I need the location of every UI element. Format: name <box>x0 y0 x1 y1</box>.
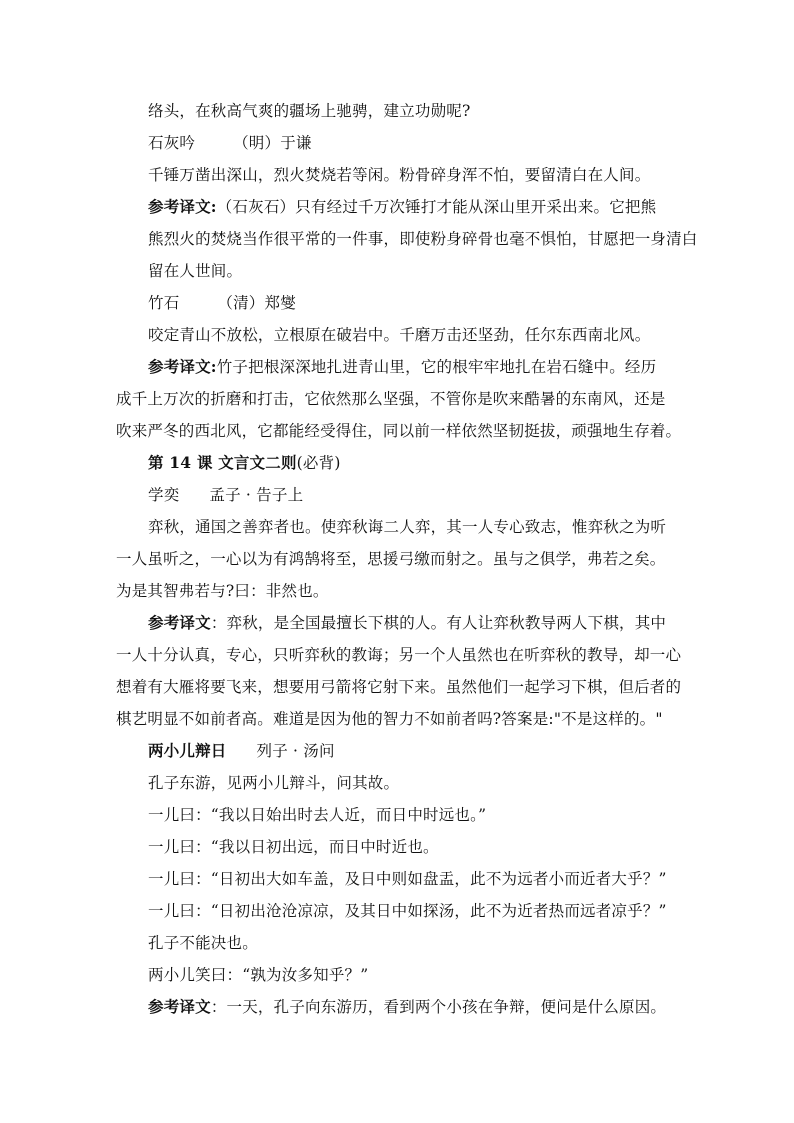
classical-text: 孔子不能决也。 <box>148 934 258 952</box>
classical-text: 孔子东游，见两小儿辩斗，问其故。 <box>148 774 400 792</box>
translation-line <box>148 997 666 1017</box>
translation-text: ：弈秋，是全国最擅长下棋的人。有人让弈秋教导两人下棋，其中 <box>210 614 667 632</box>
text-source: 列子 · 汤问 <box>256 742 335 760</box>
poem-author: （明）于谦 <box>233 134 312 152</box>
translation-text: ：一天，孔子向东游历，看到两个小孩在争辩，便问是什么原因。 <box>210 998 667 1016</box>
translation-label: 参考译文 <box>148 997 211 1016</box>
poem-title: 石灰吟 <box>148 134 196 152</box>
translation-line <box>148 197 656 217</box>
classical-text: 为是其智弗若与?曰：非然也。 <box>116 582 329 600</box>
poem-text: 千锤万凿出深山，烈火焚烧若等闲。粉骨碎身浑不怕，要留清白在人间。 <box>148 166 651 184</box>
classical-text: 一儿曰：“我以日始出时去人近，而日中时远也。” <box>148 806 487 824</box>
poem-heading <box>148 293 296 313</box>
text-source: 孟子 · 告子上 <box>209 486 304 504</box>
poem-title: 竹石 <box>148 294 180 312</box>
classical-text: 一儿曰：“我以日初出远，而日中时近也。 <box>148 838 439 856</box>
text-line: 一人十分认真，专心，只听弈秋的教诲；另一个人虽然也在听弈秋的教导，却一心 <box>116 646 682 664</box>
text-line: 熊烈火的焚烧当作很平常的一件事，即使粉身碎骨也毫不惧怕，甘愿把一身清白 <box>148 230 698 248</box>
lesson-title: 第 14 课 文言文二则 <box>148 453 297 472</box>
translation-line <box>148 613 666 633</box>
translation-line <box>148 357 656 377</box>
text-line: 吹来严冬的西北风，它都能经受得住，同以前一样依然坚韧挺拔，顽强地生存着。 <box>116 422 682 440</box>
lesson-note: (必背) <box>296 454 341 472</box>
poem-heading <box>148 133 312 153</box>
text-line: 棋艺明显不如前者高。难道是因为他的智力不如前者吗?答案是:"不是这样的。" <box>116 710 663 728</box>
classical-text: 两小儿笑曰：“孰为汝多知乎？” <box>148 966 369 984</box>
text-title: 学奕 <box>148 486 180 504</box>
classical-text: 一儿曰：“日初出沧沧凉凉，及其日中如探汤，此不为近者热而远者凉乎？” <box>148 902 667 920</box>
classical-text: 一人虽听之，一心以为有鸿鹄将至，思援弓缴而射之。虽与之俱学，弗若之矣。 <box>116 550 666 568</box>
translation-label: 参考译文: <box>148 357 217 376</box>
text-heading <box>148 741 335 761</box>
translation-text: 竹子把根深深地扎进青山里，它的根牢牢地扎在岩石缝中。经历 <box>216 358 657 376</box>
lesson-heading <box>148 453 341 473</box>
text-line: 留在人世间。 <box>148 262 243 280</box>
text-line: 络头，在秋高气爽的疆场上驰骋，建立功勋呢? <box>148 102 471 120</box>
translation-text: （石灰石）只有经过千万次锤打才能从深山里开采出来。它把熊 <box>216 198 657 216</box>
classical-text: 一儿曰：“日初出大如车盖，及日中则如盘盂，此不为远者小而近者大乎？” <box>148 870 667 888</box>
text-line: 成千上万次的折磨和打击，它依然那么坚强，不管你是吹来酷暑的东南风，还是 <box>116 390 666 408</box>
poem-author: （清）郑燮 <box>217 294 296 312</box>
text-heading <box>148 485 303 505</box>
translation-label: 参考译文 <box>148 613 211 632</box>
poem-text: 咬定青山不放松，立根原在破岩中。千磨万击还坚劲，任尔东西南北风。 <box>148 326 651 344</box>
classical-text: 弈秋，通国之善弈者也。使弈秋诲二人弈，其一人专心致志，惟弈秋之为听 <box>148 518 667 536</box>
translation-label: 参考译文: <box>148 197 217 216</box>
text-line: 想着有大雁将要飞来，想要用弓箭将它射下来。虽然他们一起学习下棋，但后者的 <box>116 678 682 696</box>
text-title: 两小儿辩日 <box>148 741 227 760</box>
